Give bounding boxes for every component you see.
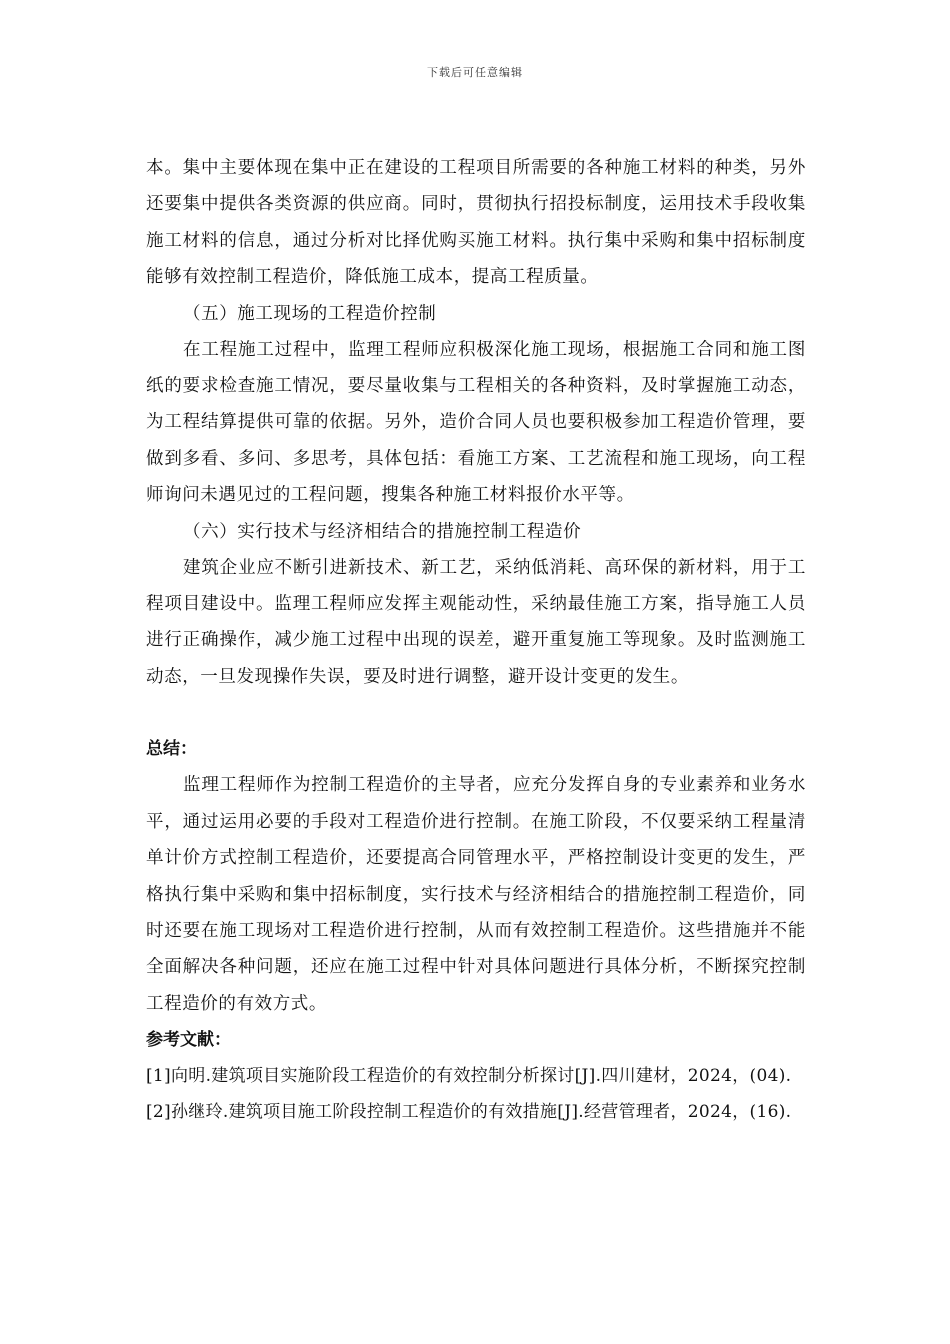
reference-item-1: [1]向明.建筑项目实施阶段工程造价的有效控制分析探讨[J].四川建材，2024，(04). xyxy=(146,1066,792,1087)
body-paragraph-tech-economy: 建筑企业应不断引进新技术、新工艺，采纳低消耗、高环保的新材料，用于工程项目建设中。监理工程师应发挥主观能动性，采纳最佳施工方案，指导施工人员进行正确操作，减少施工过程中出现的误差，避开重复施工等现象。及时监测施工动态，一旦发现操作失误，要及时进行调整，避开设计变更的发生。 xyxy=(146,557,806,687)
body-paragraph-continued: 本。集中主要体现在集中正在建设的工程项目所需要的各种施工材料的种类，另外还要集中提供各类资源的供应商。同时，贯彻执行招投标制度，运用技术手段收集施工材料的信息，通过分析对比择优购买施工材料。执行集中采购和集中招标制度能够有效控制工程造价，降低施工成本，提高工程质量。 xyxy=(146,158,806,288)
section-spacer xyxy=(146,695,806,731)
page-header-note: 下载后可任意编辑 xyxy=(427,66,523,79)
subheading-six: （六）实行技术与经济相结合的措施控制工程造价 xyxy=(183,521,582,542)
reference-item-2: [2]孙继玲.建筑项目施工阶段控制工程造价的有效措施[J].经营管理者，2024，(16). xyxy=(146,1102,792,1123)
summary-heading: 总结： xyxy=(146,739,197,760)
document-body xyxy=(146,150,806,1130)
subheading-five: （五）施工现场的工程造价控制 xyxy=(183,303,437,324)
body-paragraph-site-control: 在工程施工过程中，监理工程师应积极深化施工现场，根据施工合同和施工图纸的要求检查施工情况，要尽量收集与工程相关的各种资料，及时掌握施工动态，为工程结算提供可靠的依据。另外，造价合同人员也要积极参加工程造价管理，要做到多看、多问、多思考，具体包括：看施工方案、工艺流程和施工现场，向工程师询问未遇见过的工程问题，搜集各种施工材料报价水平等。 xyxy=(146,339,806,506)
references-heading: 参考文献： xyxy=(146,1030,231,1051)
summary-paragraph: 监理工程师作为控制工程造价的主导者，应充分发挥自身的专业素养和业务水平，通过运用必要的手段对工程造价进行控制。在施工阶段，不仅要采纳工程量清单计价方式控制工程造价，还要提高合同管理水平，严格控制设计变更的发生，严格执行集中采购和集中招标制度，实行技术与经济相结合的措施控制工程造价，同时还要在施工现场对工程造价进行控制，从而有效控制工程造价。这些措施并不能全面解决各种问题，还应在施工过程中针对具体问题进行具体分析，不断探究控制工程造价的有效方式。 xyxy=(146,775,806,1014)
